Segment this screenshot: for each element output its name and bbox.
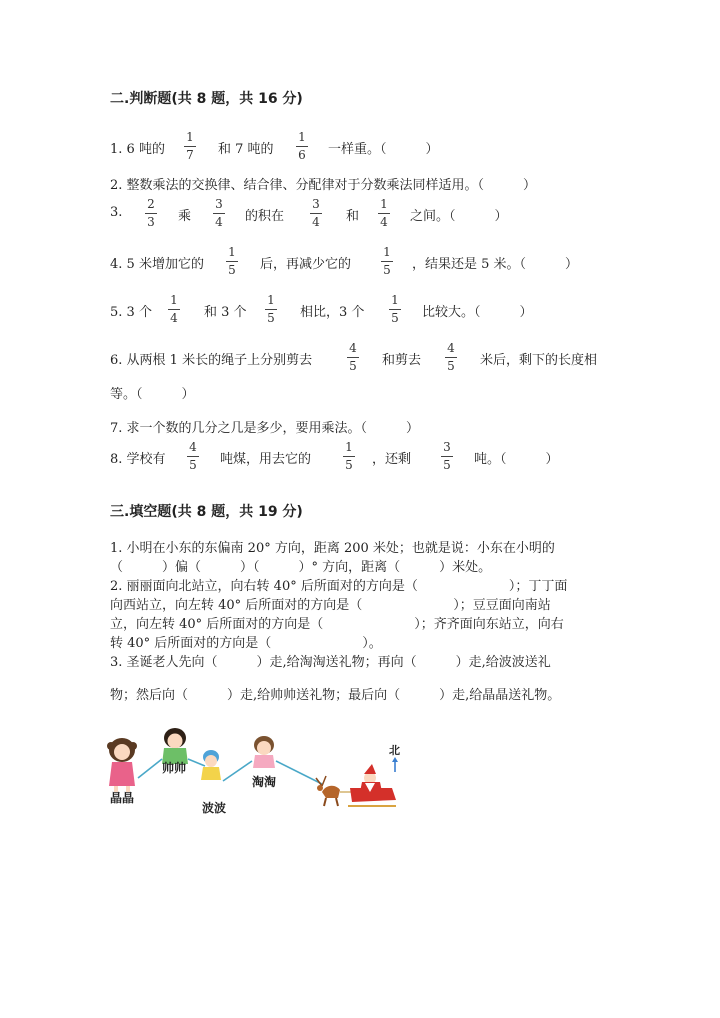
fill-q2-line-4: 转 40° 后所面对的方向是（ ）。 <box>110 636 382 651</box>
north-arrow-icon <box>389 744 400 772</box>
q1-text-a: 1. 6 吨的 <box>110 142 165 157</box>
q8-text-b: 吨煤，用去它的 <box>220 452 312 467</box>
q4-text-b: 后，再减少它的 <box>260 257 352 272</box>
label-jingjing: 晶晶 <box>110 791 135 805</box>
shuaishuai-figure <box>162 728 188 764</box>
q3-text-c: 的积在 <box>245 209 285 224</box>
label-taotao: 淘淘 <box>252 775 277 789</box>
fill-q2-line-3: 立，向左转 40° 后所面对的方向是（ ）；齐齐面向东站立，向右 <box>110 617 564 632</box>
taotao-figure <box>253 736 275 768</box>
label-bobo: 波波 <box>202 801 227 815</box>
q3-text-e: 之间。（ ） <box>410 209 508 224</box>
q5-text-a: 5. 3 个 <box>110 305 152 320</box>
q1-text-b: 和 7 吨的 <box>218 142 274 157</box>
label-north: 北 <box>389 744 400 757</box>
q1-fraction-1: 1 7 <box>184 131 196 162</box>
label-shuaishuai: 帅帅 <box>162 761 187 775</box>
q3-fraction-1: 2 3 <box>145 198 157 229</box>
route-line-taotao-santa <box>276 761 322 784</box>
q4-fraction-1: 1 5 <box>226 246 238 277</box>
q4-text-a: 4. 5 米增加它的 <box>110 257 204 272</box>
q1-text-c: 一样重。（ ） <box>328 142 439 157</box>
q4-text-c: ，结果还是 5 米。（ ） <box>412 257 579 272</box>
q3-text-b: 乘 <box>178 209 192 224</box>
fill-q3-line-1: 3. 圣诞老人先向（ ）走,给淘淘送礼物；再向（ ）走,给波波送礼 <box>110 655 551 670</box>
q1-fraction-2: 1 6 <box>296 131 308 162</box>
jingjing-figure <box>107 738 137 792</box>
q3-fraction-2: 3 4 <box>213 198 225 229</box>
fill-q2-line-1: 2. 丽丽面向北站立，向右转 40° 后所面对的方向是（ ）；丁丁面 <box>110 579 568 594</box>
q3-fraction-4: 1 4 <box>378 198 390 229</box>
santa-sleigh-figure <box>316 764 396 806</box>
q5-text-b: 和 3 个 <box>204 305 247 320</box>
judge-question-7: 7. 求一个数的几分之几是多少，要用乘法。（ ） <box>110 421 420 436</box>
q6-text-b: 和剪去 <box>382 353 422 368</box>
judge-question-2: 2. 整数乘法的交换律、结合律、分配律对于分数乘法同样适用。（ ） <box>110 178 537 193</box>
route-line-jingjing-shuaishuai <box>138 759 162 778</box>
q5-fraction-3: 1 5 <box>389 294 401 325</box>
fill-q1-line-2: （ ）偏（ ）（ ）° 方向，距离（ ）米处。 <box>110 560 492 575</box>
q8-fraction-3: 3 5 <box>441 441 453 472</box>
q6-text-c: 米后，剩下的长度相 <box>480 353 598 368</box>
q6-fraction-1: 4 5 <box>347 342 359 373</box>
q8-fraction-2: 1 5 <box>343 441 355 472</box>
section-2-heading: 二.判断题(共 8 题，共 16 分) <box>110 91 303 107</box>
route-line-shuaishuai-bobo <box>188 759 205 766</box>
section-3-heading: 三.填空题(共 8 题，共 19 分) <box>110 504 303 520</box>
q8-fraction-1: 4 5 <box>187 441 199 472</box>
q3-fraction-3: 3 4 <box>310 198 322 229</box>
q4-fraction-2: 1 5 <box>381 246 393 277</box>
santa-route-figure <box>100 726 420 826</box>
fill-q1-line-1: 1. 小明在小东的东偏南 20° 方向，距离 200 米处；也就是说：小东在小明的 <box>110 541 555 556</box>
route-line-bobo-taotao <box>223 761 252 781</box>
q6-fraction-2: 4 5 <box>445 342 457 373</box>
fill-q3-line-2: 物；然后向（ ）走,给帅帅送礼物；最后向（ ）走,给晶晶送礼物。 <box>110 688 561 703</box>
q5-fraction-1: 1 4 <box>168 294 180 325</box>
q8-text-c: ，还剩 <box>372 452 412 467</box>
q8-text-a: 8. 学校有 <box>110 452 166 467</box>
q5-text-d: 比较大。（ ） <box>422 305 533 320</box>
q8-text-d: 吨。（ ） <box>474 452 559 467</box>
q3-text-a: 3. <box>110 205 123 220</box>
q6-text-a: 6. 从两根 1 米长的绳子上分别剪去 <box>110 353 313 368</box>
q5-fraction-2: 1 5 <box>265 294 277 325</box>
q6-text-d: 等。（ ） <box>110 387 195 402</box>
q5-text-c: 相比，3 个 <box>300 305 365 320</box>
q3-text-d: 和 <box>346 209 360 224</box>
fill-q2-line-2: 向西站立，向左转 40° 后所面对的方向是（ ）；豆豆面向南站 <box>110 598 551 613</box>
